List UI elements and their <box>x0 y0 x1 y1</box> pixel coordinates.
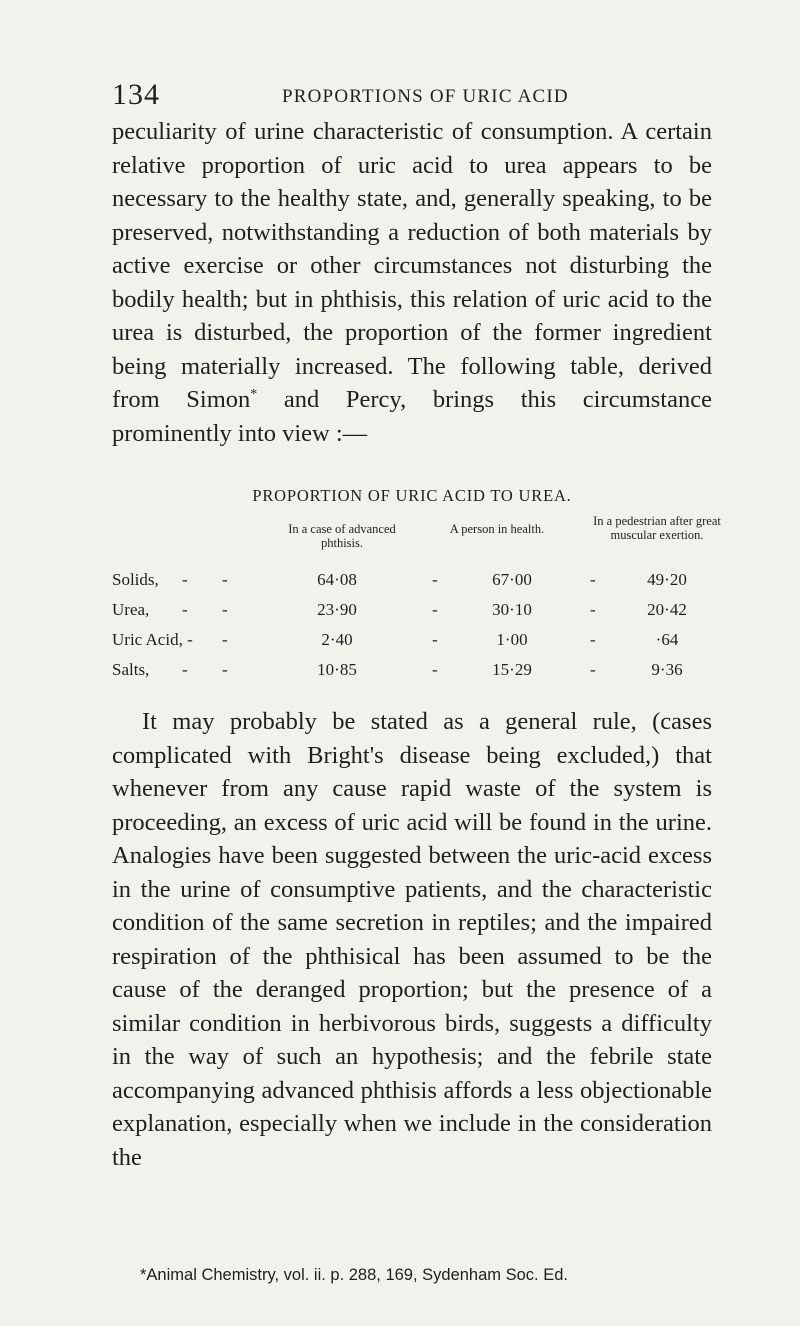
table-row <box>112 600 712 624</box>
leader-dash: - <box>432 600 438 619</box>
table-cell: ·64 <box>655 630 679 649</box>
table-title: PROPORTION OF URIC ACID TO UREA. <box>252 486 572 505</box>
leader-dash: - <box>590 570 596 589</box>
paragraph-2-text: It may probably be stated as a general rule, (cases complicated with Bright's disease being excluded,) that whenever from any cause rapid waste of the system is proceeding, an excess of uric acid will be found in the urine. Analogies have been suggested between the uric-acid excess in the urine of consumptive patients, and the characteristic condition of the same secretion in reptiles; and the impaired respiration of the phthisical has been assumed to be the cause of the deranged proportion; but the presence of a similar condition in herbivorous birds, suggests a difficulty in the way of such an hypothesis; and the febrile state accompanying advanced phthisis affords a less objectionable explanation, especially when we include in the consideration the <box>112 708 712 1171</box>
leader-dash: - <box>182 600 188 619</box>
table-cell: 10·85 <box>317 660 357 679</box>
table-cell: 67·00 <box>492 570 532 589</box>
column-header-health: A person in health. <box>449 522 545 536</box>
table-cell: 9·36 <box>651 660 683 679</box>
table-row <box>112 660 712 684</box>
table-cell: 64·08 <box>317 570 357 589</box>
row-label: Salts, <box>112 660 150 679</box>
table-row <box>112 630 712 654</box>
leader-dash: - <box>222 660 228 679</box>
page-header <box>112 78 712 118</box>
leader-dash: - <box>432 570 438 589</box>
row-label: Solids, <box>112 570 159 589</box>
column-header-phthisis: In a case of advanced phthisis. <box>288 522 396 550</box>
row-label: Uric Acid, - <box>112 630 193 649</box>
leader-dash: - <box>222 600 228 619</box>
table-cell: 30·10 <box>492 600 532 619</box>
leader-dash: - <box>432 660 438 679</box>
leader-dash: - <box>222 570 228 589</box>
table-cell: 15·29 <box>492 660 532 679</box>
paragraph-1-text: peculiarity of urine characteristic of consumption. A certain relative proportion of uric acid to urea appears to be necessary to the healthy state, and, generally speaking, to be preserved, notwithstanding a reduction of both materials by active exercise or other circumstances not disturbing the bodily health; but in phthisis, this relation of uric acid to the urea is disturbed, the proportion of the former ingredient being materially increased. The following table, derived from Simon <box>112 118 712 413</box>
paragraph-1-text-end: and Percy, brings this circumstance prominently into view :— <box>112 386 712 447</box>
footnote-marker: * <box>250 386 258 402</box>
table-cell: 2·40 <box>321 630 353 649</box>
leader-dash: - <box>182 660 188 679</box>
leader-dash: - <box>590 600 596 619</box>
page-number: 134 <box>112 78 160 111</box>
column-header-pedestrian: In a pedestrian after great muscular exertion. <box>593 514 721 542</box>
leader-dash: - <box>590 660 596 679</box>
leader-dash: - <box>222 630 228 649</box>
running-head: PROPORTIONS OF URIC ACID <box>282 86 569 107</box>
footnote: *Animal Chemistry, vol. ii. p. 288, 169, Sydenham Soc. Ed. <box>140 1266 568 1284</box>
leader-dash: - <box>590 630 596 649</box>
table-row <box>112 570 712 594</box>
paragraph-1 <box>112 115 712 450</box>
table-cell: 20·42 <box>647 600 687 619</box>
table-cell: 49·20 <box>647 570 687 589</box>
row-label: Urea, <box>112 600 150 619</box>
leader-dash: - <box>182 570 188 589</box>
table-cell: 1·00 <box>496 630 528 649</box>
leader-dash: - <box>432 630 438 649</box>
paragraph-2 <box>112 705 712 1174</box>
table-cell: 23·90 <box>317 600 357 619</box>
